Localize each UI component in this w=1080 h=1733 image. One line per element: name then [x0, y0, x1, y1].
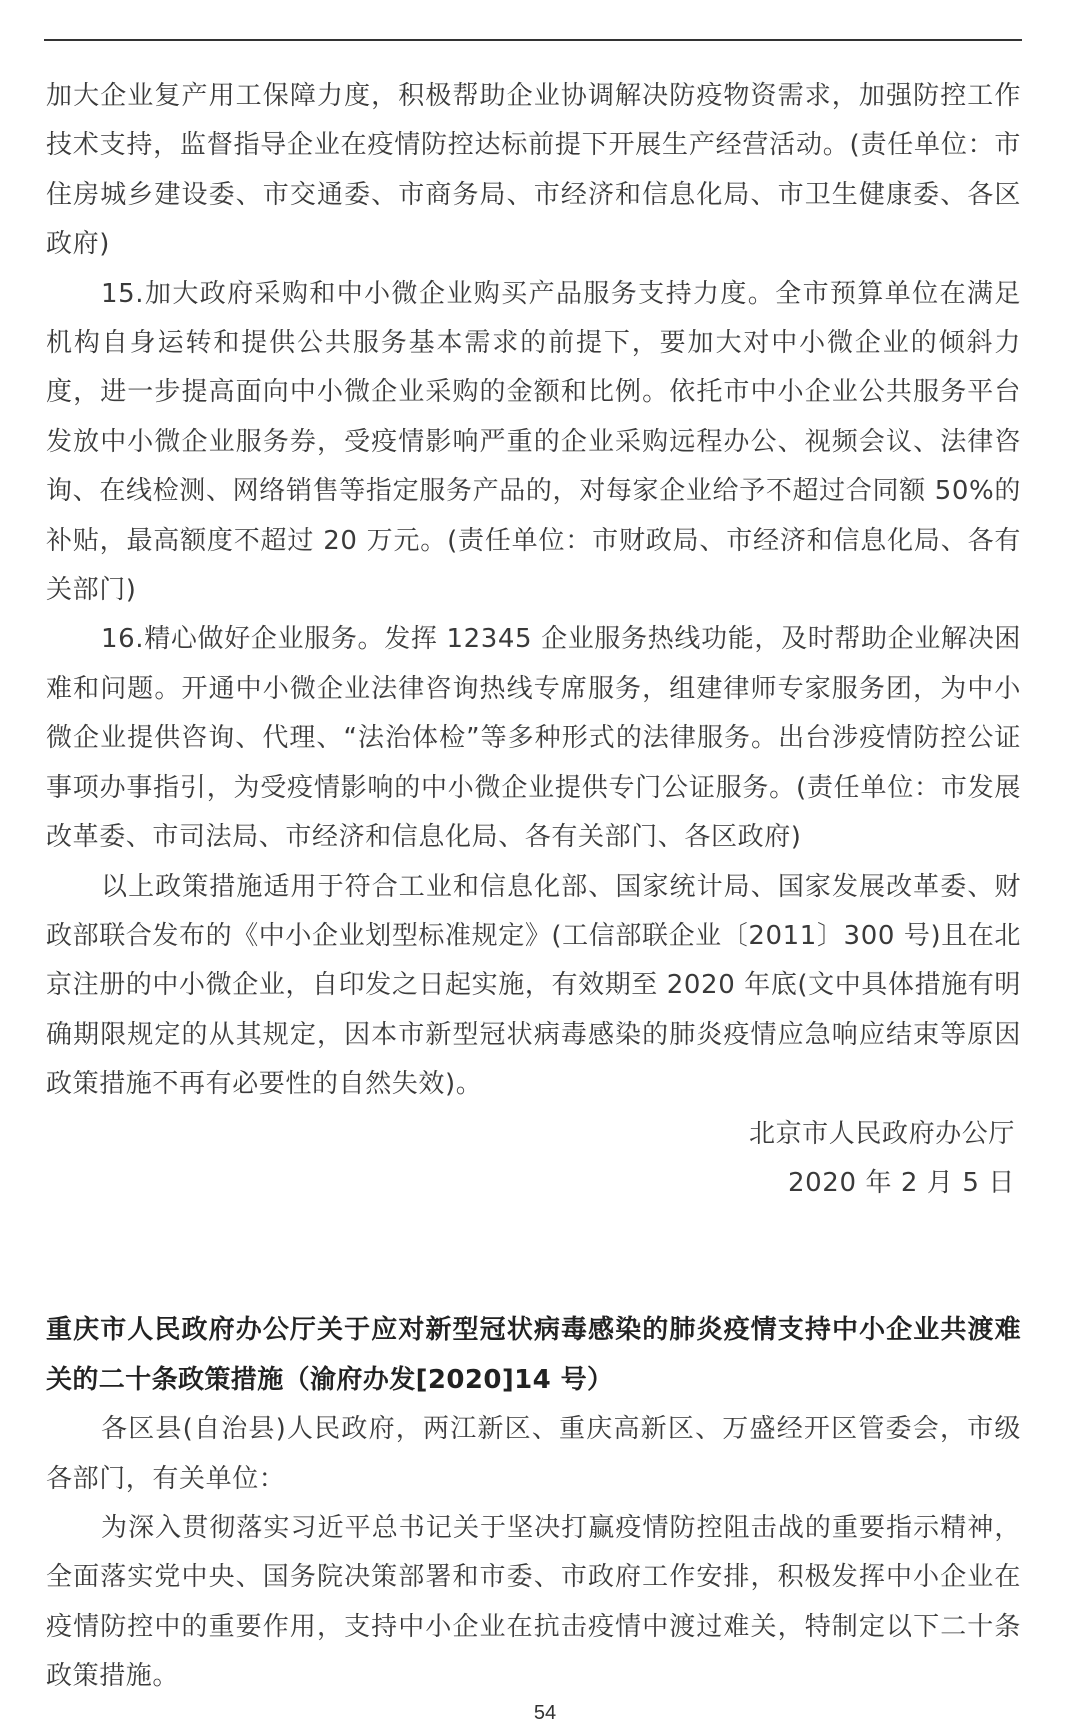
document-body [46, 72, 1021, 1702]
document-headline: 重庆市人民政府办公厅关于应对新型冠状病毒感染的肺炎疫情支持中小企业共渡难关的二十条政策措施（渝府办发[2020]14 号） [46, 1315, 1021, 1395]
paragraph-applicability: 以上政策措施适用于符合工业和信息化部、国家统计局、国家发展改革委、财政部联合发布的《中小企业划型标准规定》(工信部联企业〔2011〕300 号)且在北京注册的中小微企业，自印发之日起实施，有效期至 2020 年底(文中具体措施有明确期限规定的从其规定，因本市新型冠状病毒感染的肺炎疫情应急响应结束等原因政策措施不再有必要性的自然失效)。 [46, 871, 1021, 1100]
signature-organization: 北京市人民政府办公厅 [748, 1118, 1015, 1149]
paragraph-item-15: 15.加大政府采购和中小微企业购买产品服务支持力度。全市预算单位在满足机构自身运转和提供公共服务基本需求的前提下，要加大对中小微企业的倾斜力度，进一步提高面向中小微企业采购的金额和比例。依托市中小企业公共服务平台发放中小微企业服务券，受疫情影响严重的企业采购远程办公、视频会议、法律咨询、在线检测、网络销售等指定服务产品的，对每家企业给予不超过合同额 50%的补贴，最高额度不超过 20 万元。(责任单位：市财政局、市经济和信息化局、各有关部门) [46, 278, 1021, 606]
signature-date: 2020 年 2 月 5 日 [788, 1167, 1015, 1198]
section-gap [46, 1208, 1021, 1306]
intro-paragraph: 为深入贯彻落实习近平总书记关于坚决打赢疫情防控阻击战的重要指示精神，全面落实党中央、国务院决策部署和市委、市政府工作安排，积极发挥中小企业在疫情防控中的重要作用，支持中小企业在抗击疫情中渡过难关，特制定以下二十条政策措施。 [46, 1512, 1021, 1692]
top-rule [44, 39, 1022, 41]
addressee-line: 各区县(自治县)人民政府，两江新区、重庆高新区、万盛经开区管委会，市级各部门，有关单位： [46, 1414, 1021, 1494]
paragraph-item-16: 16.精心做好企业服务。发挥 12345 企业服务热线功能，及时帮助企业解决困难和问题。开通中小微企业法律咨询热线专席服务，组建律师专家服务团，为中小微企业提供咨询、代理、“法治体检”等多种形式的法律服务。出台涉疫情防控公证事项办事指引，为受疫情影响的中小微企业提供专门公证服务。(责任单位：市发展改革委、市司法局、市经济和信息化局、各有关部门、各区政府) [46, 624, 1021, 853]
page-number: 54 [533, 1702, 557, 1724]
paragraph-continuation: 加大企业复产用工保障力度，积极帮助企业协调解决防疫物资需求，加强防控工作技术支持，监督指导企业在疫情防控达标前提下开展生产经营活动。(责任单位：市住房城乡建设委、市交通委、市商务局、市经济和信息化局、市卫生健康委、各区政府) [46, 81, 1021, 260]
